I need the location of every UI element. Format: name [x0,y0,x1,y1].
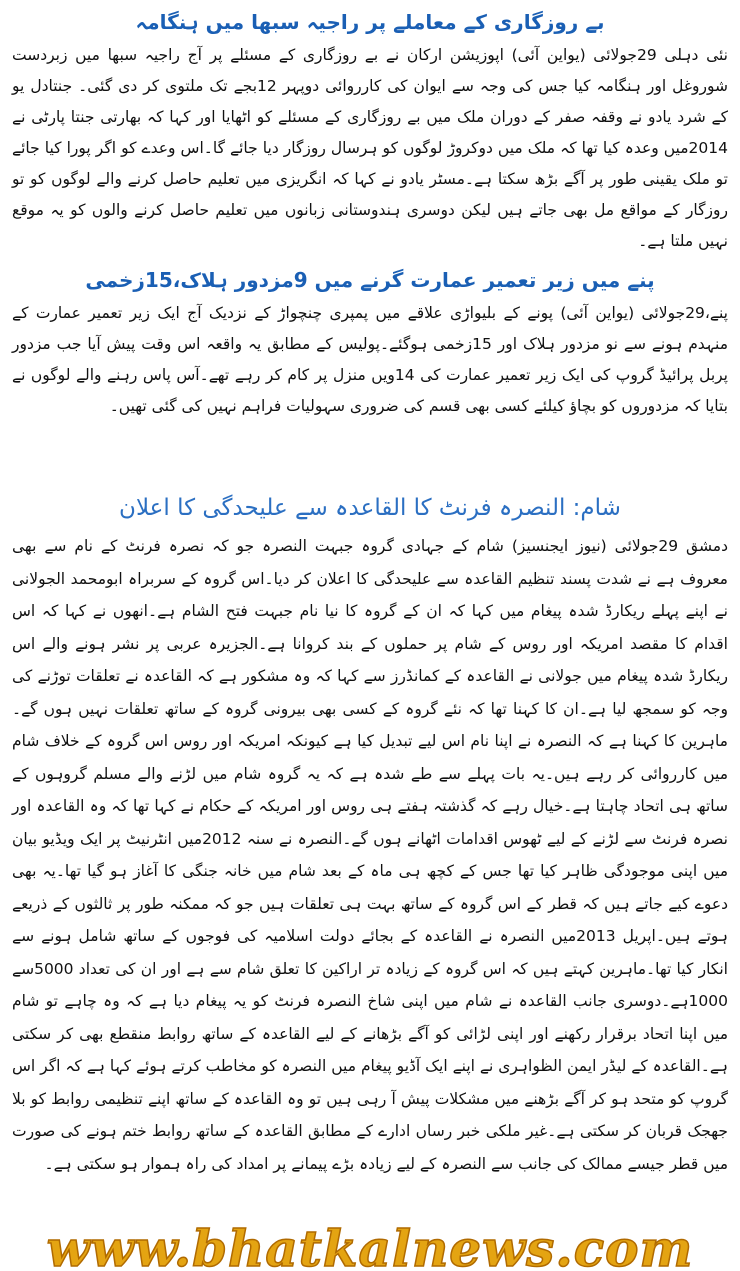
article-headline: بے روزگاری کے معاملے پر راجیہ سبھا میں ہنگامہ [135,10,605,34]
article-unemployment [12,4,728,262]
article-headline: پنے میں زیر تعمیر عمارت گرنے میں 9مزدور ہلاک،15زخمی [85,268,655,292]
article-headline: شام: النصرہ فرنٹ کا القاعدہ سے علیحدگی کا اعلان [119,495,621,521]
article-body: دمشق 29جولائی (نیوز ایجنسیز) شام کے جہادی گروہ جبہت النصرہ جو کہ نصرہ فرنٹ کے نام سے بھی معروف ہے نے شدت پسند تنظیم القاعدہ سے علیحدگی کا اعلان کر دیا۔اس گروہ کے سربراہ ابومحمد الجولانی نے اپنے پہلے ریکارڈ شدہ پیغام میں کہا کہ ان کے گروہ کا نیا نام جبہت فتح الشام ہے۔انھوں نے کہا کہ اس اقدام کا مقصد امریکہ اور روس کے شام پر حملوں کے بند کروانا ہے۔الجزیرہ عربی پر نشر ہونے والے اس ریکارڈ شدہ پیغام میں جولانی نے القاعدہ کے کمانڈرز سے کہا کہ وہ مشکور ہے کہ القاعدہ نے تعلقات توڑنے کی وجہ کو سمجھ لیا ہے۔ان کا کہنا تھا کہ نئے گروہ کے کسی بھی بیرونی گروہ کے ساتھ تعلقات نہیں ہوں گے۔ماہرین کا کہنا ہے کہ النصرہ نے اپنا نام اس لیے تبدیل کیا ہے کیونکہ امریکہ اور روس اس گروہ کے خلاف شام میں کارروائی کر رہے ہیں۔یہ بات پہلے سے طے شدہ ہے کہ یہ گروہ شام میں لڑنے والے مسلم گروہوں کے ساتھ ہی اتحاد چاہتا ہے۔خیال رہے کہ گذشتہ ہفتے ہی روس اور امریکہ کے حکام نے کہا تھا کہ وہ القاعدہ اور نصرہ فرنٹ سے لڑنے کے لیے ٹھوس اقدامات اٹھانے ہوں گے۔النصرہ نے سنہ 2012میں انٹرنیٹ پر ایک ویڈیو بیان میں اپنی موجودگی ظاہر کیا تھا جس کے کچھ ہی ماہ کے بعد شام میں خانہ جنگی کا آغاز ہو گیا تھا۔یہ بھی دعوے کیے جاتے ہیں کہ قطر کے اس گروہ کے ساتھ بہت ہی تعلقات ہیں جو کہ ممکنہ طور پر ثالثوں کے ذریعے ہوتے ہیں۔اپریل 2013میں النصرہ نے القاعدہ کے بجائے دولت اسلامیہ کی فوجوں کے ساتھ شامل ہونے سے انکار کیا تھا۔ماہرین کہتے ہیں کہ اس گروہ کے زیادہ تر اراکین کا تعلق شام سے ہے اور ان کی تعداد 5000سے 1000ہے۔دوسری جانب القاعدہ نے شام میں اپنی شاخ النصرہ فرنٹ کو یہ پیغام دیا ہے کہ وہ چاہے تو شام میں اپنا اتحاد برقرار رکھنے اور اپنی لڑائی کو آگے بڑھانے کے لیے القاعدہ کے ساتھ روابط منقطع بھی کر سکتی ہے۔القاعدہ کے لیڈر ایمن الظواہری نے اپنے ایک آڈیو پیغام میں النصرہ کو مخاطب کرتے ہوئے کہا ہے کہ اگر اس گروپ کو متحد ہو کر آگے بڑھنے میں مشکلات پیش آ رہی ہیں تو وہ القاعدہ کے ساتھ اپنے تنظیمی روابط کو بلا جھجک قربان کر سکتی ہے۔غیر ملکی خبر رساں ادارے کے مطابق القاعدہ کے ساتھ روابط ختم ہونے کی صورت میں قطر جیسے ممالک کی جانب سے النصرہ کے لیے زیادہ بڑے پیمانے پر امداد کی راہ ہموار ہو سکتی ہے۔ [12,537,728,1173]
site-watermark: www.bhatkalnews.com [46,1226,694,1271]
article-building-collapse [12,262,728,484]
article-body: پنے،29جولائی (یواین آئی) پونے کے بلیواڑی علاقے میں پمپری چنچواڑ کے نزدیک آج ایک زیر تعمیر عمارت کے منہدم ہونے سے نو مزدور ہلاک اور 15زخمی ہوگئے۔پولیس کے مطابق یہ واقعہ اس وقت پیش آیا جب مزدور پربل پرائیڈ گروپ کی ایک زیر تعمیر عمارت کی 14ویں منزل پر کام کر رہے تھے۔آس پاس رہنے والے لوگوں نے بتایا کہ مزدوروں کو بچاؤ کیلئے کسی بھی قسم کی ضروری سہولیات فراہم نہیں کی گئی تھیں۔ [12,304,729,415]
article-body: نئی دہلی 29جولائی (یواین آئی) اپوزیشن ارکان نے بے روزگاری کے مسئلے پر آج راجیہ سبھا میں زبردست شوروغل اور ہنگامہ کیا جس کی وجہ سے ایوان کی کارروائی دوپہر 12بجے تک ملتوی کر دی گئی۔ جنتادل یو کے شرد یادو نے وقفہ صفر کے دوران ملک میں بے روزگاری کے مسئلے کو اٹھایا اور کہا کہ بھارتی جنتا پارٹی نے 2014میں وعدہ کیا تھا کہ ملک میں دوکروڑ لوگوں کو ہرسال روزگار دیا جائے گا۔اس وعدے کو اگر پورا کیا جائے تو ملک یقینی طور پر آگے بڑھ سکتا ہے۔مسٹر یادو نے کہا کہ انگریزی میں تعلیم حاصل کرنے والے لوگوں کو تو روزگار کے مواقع مل بھی جاتے ہیں لیکن دوسری ہندوستانی زبانوں میں تعلیم حاصل کرنے والوں کو یہ موقع نہیں ملتا ہے۔ [12,46,728,250]
article-nusra-front [12,486,728,1246]
